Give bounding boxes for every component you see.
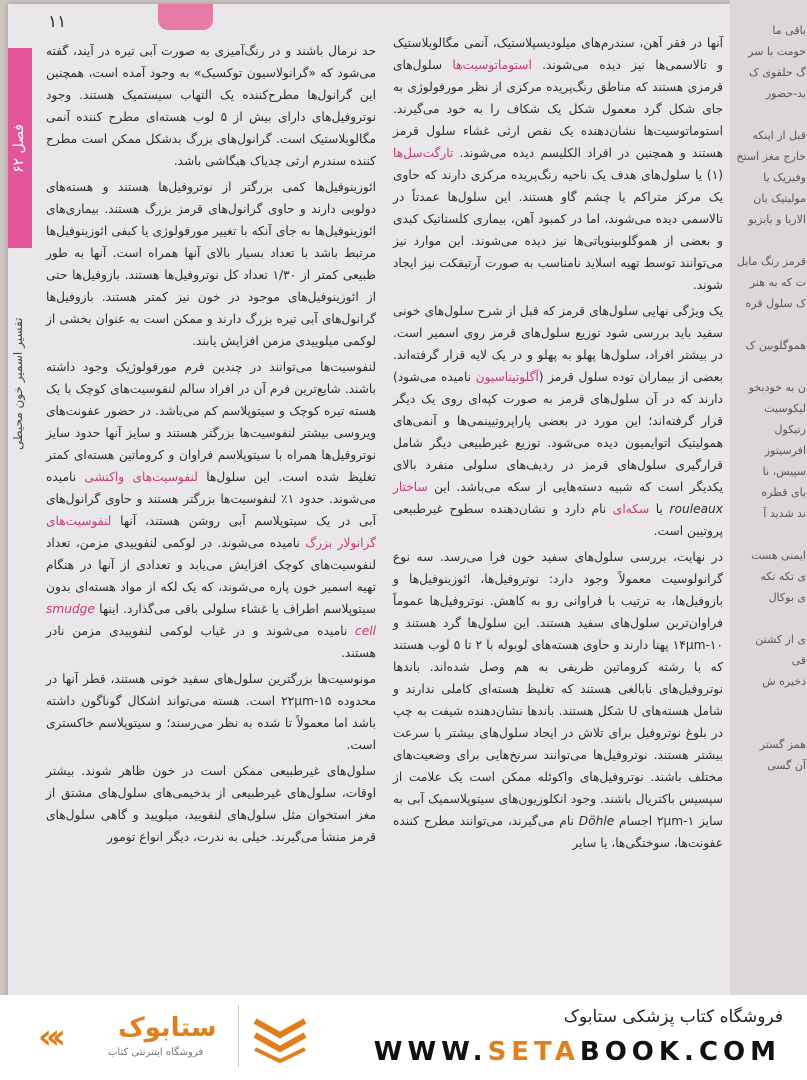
adjacent-text-line: باقی ما <box>772 24 806 37</box>
book-title: تفسیر اسمیر خون محیطی <box>11 317 25 451</box>
text-run: حد نرمال باشند و در رنگ‌آمیزی به صورت آبی تیره در آیند، گفته می‌شود که «گرانولاسیون توکسیک» به وجود آمده است، همچنین این گرانول‌ها مطرح‌کننده یک التهاب سیستمیک هستند. وجود نوتروفیل‌های دارای بیش از ۵ لوب هسته‌ای مطرح کننده آنمی مگالوبلاستیک است. گرانول‌های بزرگ بدشکل ممکن است مطرح کننده سندرم ارثی چدیاک هیگاشی باشد. <box>46 44 376 168</box>
adjacent-text-line: قبل از اینکه <box>752 129 806 142</box>
store-logo[interactable] <box>38 1007 223 1067</box>
url-suffix: BOOK.COM <box>579 1037 781 1067</box>
url-accent: SETA <box>487 1037 580 1067</box>
adjacent-text-line <box>734 356 806 377</box>
adjacent-text-line <box>734 524 806 545</box>
adjacent-text-line: ذخیره ش <box>762 675 806 688</box>
paragraph <box>46 176 376 352</box>
left-column <box>46 40 376 852</box>
header-tab <box>158 4 213 30</box>
adjacent-text-line: سپیس، نا <box>762 465 806 478</box>
text-run: (۱) یا سلول‌های هدف یک ناحیه رنگ‌پریده مرکزی دارند که حاوی یک مرکز متراکم یا چشم گاو هستند. این سلول‌ها عمدتاً در تالاسمی دیده می‌شوند، اما در کمبود آهن، بیماری کلستاتیک کبدی و بعضی از هموگلوبینوپاتی‌ها نیز دیده می‌شوند. این موارد نیز می‌توانند توسط تهیه اسلاید نامناسب به صورت آرتیفکت نیز ایجاد شوند. <box>393 168 723 292</box>
adjacent-text-line: رتیکول <box>774 423 806 436</box>
text-run: rouleaux <box>669 502 723 516</box>
page-number: ۱۱ <box>48 12 67 32</box>
text-run: نامیده می‌شوند. حدود ۱٪ لنفوسیت‌ها بزرگتر هستند و حاوی گرانول‌های آبی در یک سیتوپلاسم آبی روشن هستند، آنها <box>46 470 376 528</box>
adjacent-text-line: یای قطره <box>761 486 806 499</box>
adjacent-text-line: همز گستر <box>759 738 806 751</box>
text-run: سلول‌های قرمزی هستند که مناطق رنگ‌پریده مرکزی از نظر مورفولوژی به جای شکل گرد معمول شکل یک شکاف را به خود می‌گیرند. استوماتوسیت‌ها نشان‌دهنده یک نقص ارثی غشاء سلول قرمز هستند و همچنین در افراد الکلیسم دیده می‌شوند. <box>393 58 723 160</box>
book-page <box>8 4 730 1004</box>
adjacent-text-line: خارج مغز استخ <box>736 150 806 163</box>
book-emblem-icon <box>250 1011 310 1063</box>
adjacent-text-line: هموگلوبین ک <box>745 339 806 352</box>
paragraph <box>46 356 376 664</box>
highlighted-term: آگلوتیناسیون <box>475 370 539 384</box>
text-run: نام دارد و نشان‌دهنده سطوح غیرطبیعی پروتیین است. <box>393 502 723 538</box>
highlighted-term: سکه‌ای <box>612 502 650 516</box>
adjacent-text-line: قی <box>791 654 806 667</box>
right-column <box>393 32 723 858</box>
adjacent-page <box>730 0 807 1080</box>
text-run: ائوزینوفیل‌ها کمی بزرگتر از نوتروفیل‌ها هستند و هسته‌های دولوبی دارند و حاوی گرانول‌های قرمز بزرگ هستند. بیماری‌های ائوزینوفیل‌ها به جای آنکه با تغییر مورفولوژی یا کیفی ائوزینوفیل‌ها مرتبط باشد با تعداد بسیار بالای آنها همراه است. آنها به طور طبیعی کمتر از ۱/۳۰ تعداد کل نوتروفیل‌ها هستند. بازوفیل‌ها حتی از ائوزینوفیل‌های موجود در خون نیز کمتر هستند. بازوفیل‌ها گرانول‌های آبی تیره بزرگ دارند و ممکن است به عنوان بخشی از لوکمی میلوییدی مزمن افزایش یابند. <box>46 180 376 348</box>
adjacent-text-line: ایمنی هست <box>751 549 806 562</box>
logo-text: ستابوک <box>118 1013 217 1043</box>
chapter-title: فصل ۶۲ <box>11 124 27 174</box>
adjacent-text-line: بد-حضور <box>765 87 806 100</box>
highlighted-term: smudge cell <box>46 602 376 638</box>
text-run: نامیده می‌شود) دارند که در آن سلول‌های قرمز به صورت کپه‌ای روی یک دیگر قرار گرفته‌اند؛ این مورد در بعضی پاراپروتیینمی‌ها و آنمی‌های همولیتیک اتوایمیون دیده می‌شود. توزیع غیرطبیعی دیگر شامل قرارگیری سلول‌های قرمز در ردیف‌های سلولی منفرد بالای یکدیگر است که شبیه دسته‌هایی از سکه می‌باشد. این <box>393 370 723 494</box>
adjacent-text-line: حومت با سر <box>748 45 806 58</box>
text-run: در نهایت، بررسی سلول‌های سفید خون فرا می‌رسد. سه نوع گرانولوسیت معمولاً وجود دارد: نوتروفیل‌ها، ائوزینوفیل‌ها و بازوفیل‌ها، به ترتیب با فراوانی رو به کاهش. نوتروفیل‌ها عموماً فراوان‌ترین سلول‌های سفید هستند. این سلول‌ها گرد هستند و ۱۰-۱۴μm پهنا دارند و حاوی هسته‌های لوبوله با ۲ تا ۵ لوب هستند که با رشته کروماتین ظریفی به هم وصل شده‌اند. باندها نوتروفیل‌های نابالغی هستند که تغلیظ هسته‌ای کاملی ندارند و شامل هسته‌های U شکل هستند. باندها نشان‌دهنده شیفت به چپ در بلوغ نوتروفیل برای تلاش در ایجاد سلول‌های بیشتر با سرعت بیشتر هستند. نوتروفیل‌ها می‌توانند سرنخ‌هایی برای وضعیت‌های مختلف باشند. نوتروفیل‌های واکوئله ممکن است یک علامت از سپسیس باکتریال باشند. وجود انکلوزیون‌های سیتوپلاسمیک آبی به سایز ۱-۲μm اجسام <box>393 550 723 828</box>
adjacent-text-line: ی از کشتن <box>755 633 806 646</box>
adjacent-text-line: ی بوکال <box>768 591 806 604</box>
store-name: فروشگاه کتاب پزشکی ستابوک <box>563 1007 783 1027</box>
adjacent-page-text <box>734 20 806 776</box>
highlighted-term: استوماتوسیت‌ها <box>452 58 532 72</box>
adjacent-text-line: ند شدید آ <box>763 507 806 520</box>
text-run: نامیده می‌شوند و در غیاب لوکمی لنفوییدی مزمن نادر هستند. <box>46 624 376 660</box>
adjacent-text-line: گ حلقوی ک <box>749 66 806 79</box>
paragraph <box>46 668 376 756</box>
adjacent-text-line: آن گسی <box>767 759 806 772</box>
text-run: مونوسیت‌ها بزرگترین سلول‌های سفید خونی هستند، قطر آنها در محدوده ۱۵-۲۲μm است. هسته می‌تواند اشکال گوناگون داشته باشد اما معمولاً تا شده به نظر می‌رسند؛ و سیتوپلاسم خاکستری است. <box>46 672 376 752</box>
store-url[interactable] <box>374 1037 781 1067</box>
adjacent-text-line <box>734 230 806 251</box>
paragraph <box>46 40 376 172</box>
highlighted-term: لنفوسیت‌های گرانولار بزرگ <box>46 514 376 550</box>
highlighted-term: ساختار <box>393 480 428 494</box>
text-run: یا <box>649 502 670 516</box>
adjacent-text-line: ک سلول قره <box>745 297 806 310</box>
paragraph <box>393 300 723 542</box>
adjacent-text-line <box>734 692 806 713</box>
adjacent-text-line <box>734 713 806 734</box>
text-run: یک ویژگی نهایی سلول‌های قرمز که قبل از شرح سلول‌های خونی سفید باید بررسی شود توزیع سلول‌های قرمز روی اسمیر است. در بیشتر افراد، سلول‌ها پهلو به پهلو و در یک لایه قرار گرفته‌اند. بعضی از بیماران توده سلول قرمز ( <box>393 304 723 384</box>
divider <box>238 1005 239 1067</box>
adjacent-text-line <box>734 314 806 335</box>
text-run: نام می‌گیرند، می‌توانند مطرح کننده عفونت‌ها، سوختگی‌ها، یا سایر <box>393 814 723 850</box>
footer-banner <box>0 995 807 1080</box>
paragraph <box>46 760 376 848</box>
text-run: آنها در فقر آهن، سندرم‌های میلودیسپلاستیک، آنمی مگالوبلاستیک و تالاسمی‌ها نیز دیده می‌شوند. <box>393 36 723 72</box>
adjacent-text-line: افرسیتوز <box>764 444 806 457</box>
adjacent-text-line: مولیتیک بان <box>753 192 806 205</box>
adjacent-text-line: ی تکه تکه <box>760 570 806 583</box>
logo-subtitle: فروشگاه اینترنتی کتاب <box>108 1047 204 1058</box>
adjacent-text-line <box>734 104 806 125</box>
text-run: نامیده می‌شوند. در لوکمی لنفوییدی مزمن، تعداد لنفوسیت‌های کوچک افزایش می‌یابد و تعدادی از آنها در هنگام تهیه اسمیر خون پاره می‌شوند، که یک لکه از مواد هسته‌ای بدون سیتوپلاسم اطراف یا غشاء سلولی باقی می‌گذارد. اینها <box>46 536 376 616</box>
paragraph <box>393 32 723 296</box>
adjacent-text-line: لیکوسیت <box>764 402 806 415</box>
adjacent-text-line: ت که به هنر <box>749 276 806 289</box>
text-run: سلول‌های غیرطبیعی ممکن است در خون ظاهر شوند. بیشتر اوقات، سلول‌های غیرطبیعی از بدخیمی‌های سلول‌های مشتق از مغز استخوان مثل سلول‌های لنفویید، میلویید و گاهی سلول‌های قرمز منشأ می‌گیرند. خیلی به ندرت، دیگر انواع تومور <box>46 764 376 844</box>
text-run: Döhle <box>578 814 615 828</box>
highlighted-term: تارگت‌سل‌ها <box>393 146 454 160</box>
paragraph <box>393 546 723 854</box>
adjacent-text-line: ن به خودبخو <box>748 381 806 394</box>
adjacent-text-line: قرمز رنگ مایل <box>736 255 806 268</box>
chevron-icon: «‹ <box>38 1017 58 1057</box>
highlighted-term: لنفوسیت‌های واکنشی <box>84 470 198 484</box>
adjacent-text-line <box>734 608 806 629</box>
adjacent-text-line: وفیزیک یا <box>763 171 806 184</box>
adjacent-text-line: الاریا و بابزیو <box>748 213 806 226</box>
url-prefix: WWW. <box>373 1037 488 1067</box>
text-run: لنفوسیت‌ها می‌توانند در چندین فرم مورفولوژیک وجود داشته باشند. شایع‌ترین فرم آن در افراد سالم لنفوسیت‌های کوچک با یک هسته تیره کوچک و سیتوپلاسم کم می‌باشد. در حضور عفونت‌های ویروسی بیشتر لنفوسیت‌ها بزرگتر هستند و سایز آنها حدود سایز نوتروفیل‌ها همراه با سیتوپلاسم فراوان و کروماتین هسته‌ای کمتر تغلیظ شده است. این سلول‌ها <box>46 360 377 484</box>
